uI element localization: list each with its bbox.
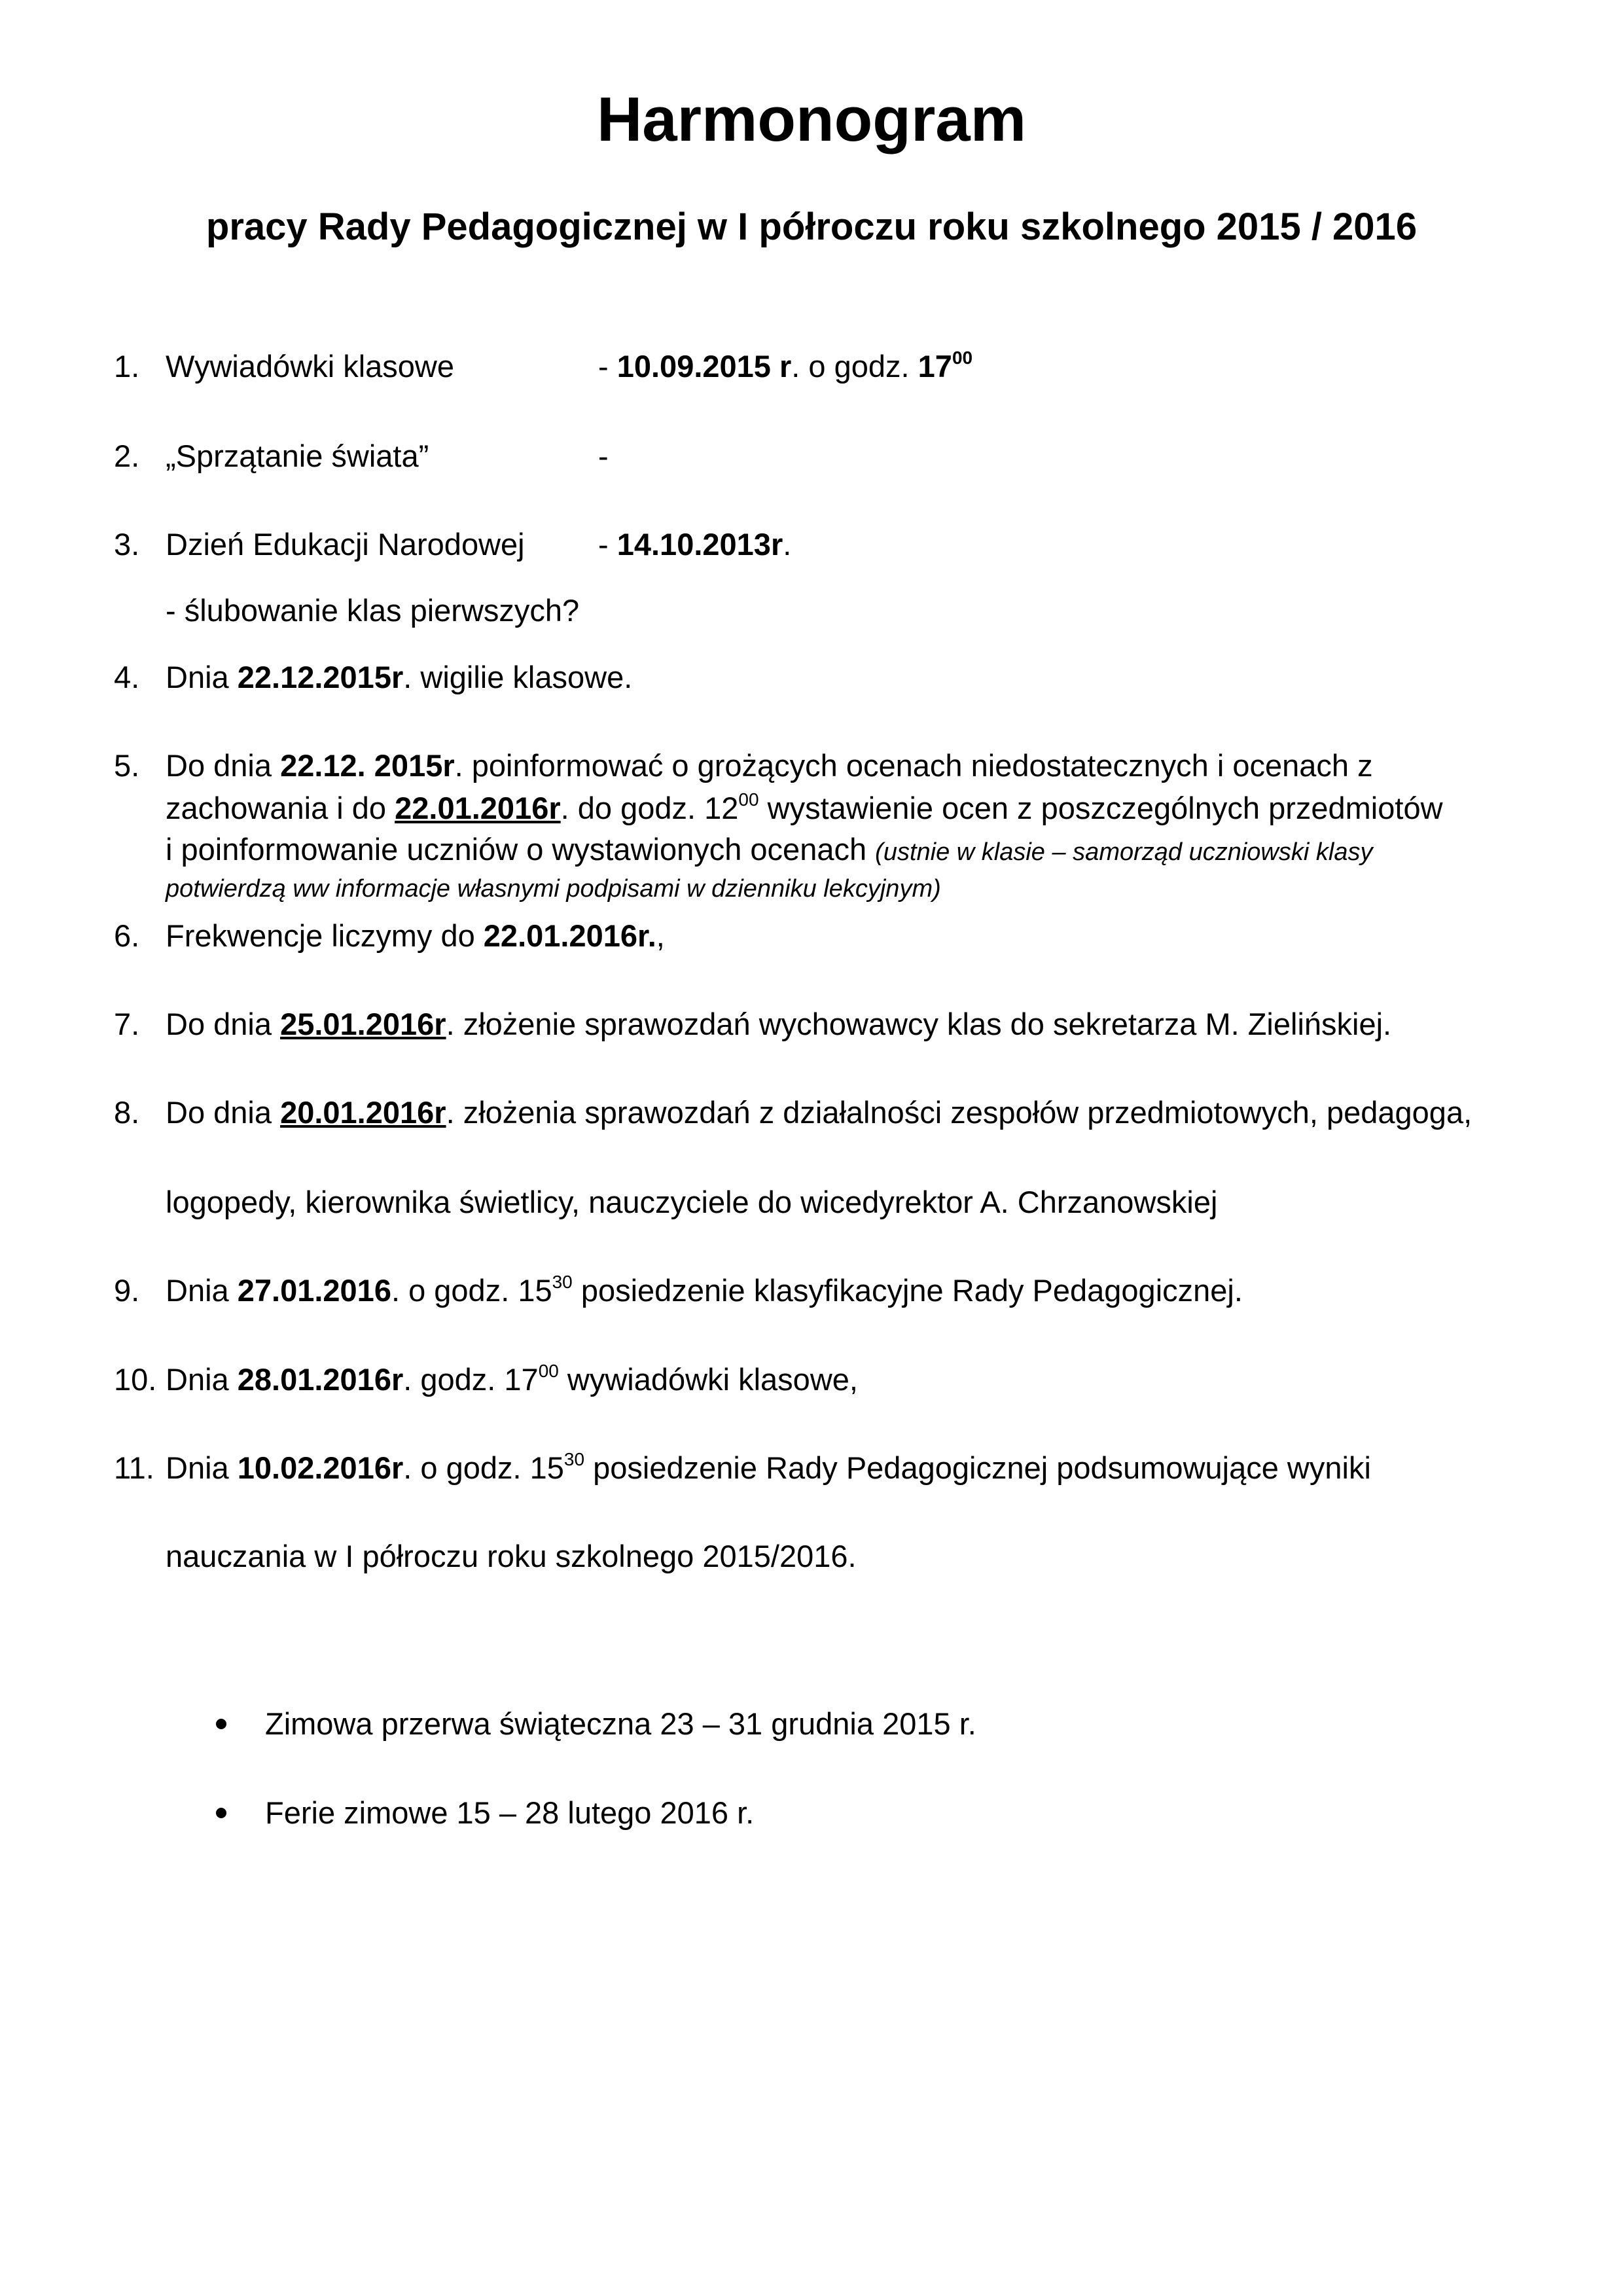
item-text-line: i poinformowanie uczniów o wystawionych ocenach (ustnie w klasie – samorząd uczniowski klasy [166, 832, 1373, 867]
item-continuation: logopedy, kierownika świetlicy, nauczyciele do wicedyrektor A. Chrzanowskiej [166, 1185, 1218, 1219]
item-label: Wywiadówki klasowe [166, 349, 454, 384]
item-dash: - [598, 439, 609, 473]
item-continuation: nauczania w I półroczu roku szkolnego 2015/2016. [166, 1539, 857, 1573]
item-number: 3. [114, 527, 140, 562]
document-subtitle: pracy Rady Pedagogicznej w I półroczu roku szkolnego 2015 / 2016 [205, 206, 1418, 248]
item-number: 7. [114, 1007, 140, 1041]
item-text: Do dnia 25.01.2016r. złożenie sprawozdań wychowawcy klas do sekretarza M. Zielińskiej. [166, 1007, 1392, 1041]
item-text: Dnia 28.01.2016r. godz. $17^{00}$ wywiadówki klasowe, [166, 1361, 858, 1397]
item-label: „Sprzątanie świata” [166, 439, 429, 473]
item-note-italic: potwierdzą ww informacje własnymi podpisami w dzienniku lekcyjnym) [166, 875, 941, 903]
item-number: 11. [114, 1450, 154, 1485]
item-number: 1. [114, 349, 140, 384]
item-date-info: - 10.09.2015 r. o godz. $17^{00}$ [598, 348, 973, 384]
item-text: Dnia 27.01.2016. o godz. $15^{30}$ posiedzenie klasyfikacyjne Rady Pedagogicznej. [166, 1272, 1243, 1308]
item-number: 8. [114, 1095, 140, 1130]
item-number: 10. [114, 1362, 157, 1397]
item-number: 5. [114, 748, 140, 783]
item-number: 6. [114, 918, 140, 953]
item-text: Dnia 22.12.2015r. wigilie klasowe. [166, 660, 633, 694]
item-number: 2. [114, 439, 140, 473]
bullet-dot-icon [216, 1719, 226, 1729]
item-number: 4. [114, 660, 140, 694]
bullet-text: Ferie zimowe 15 – 28 lutego 2016 r. [265, 1795, 755, 1830]
item-text-line: zachowania i do 22.01.2016r. do godz. $12^{00}$ wystawienie ocen z poszczególnych przedmiotów [166, 789, 1443, 825]
item-text: Frekwencje liczymy do 22.01.2016r., [166, 918, 665, 953]
bullet-text: Zimowa przerwa świąteczna 23 – 31 grudnia 2015 r. [265, 1706, 976, 1741]
bullet-dot-icon [216, 1808, 226, 1818]
item-text: Do dnia 20.01.2016r. złożenia sprawozdań z działalności zespołów przedmiotowych, pedagoga, [166, 1095, 1472, 1130]
item-number: 9. [114, 1273, 140, 1308]
item-date-info: - 14.10.2013r. [598, 527, 792, 562]
item-subline: - ślubowanie klas pierwszych? [166, 593, 580, 628]
item-text: Dnia 10.02.2016r. o godz. $15^{30}$ posiedzenie Rady Pedagogicznej podsumowujące wyniki [166, 1449, 1371, 1485]
item-label: Dzień Edukacji Narodowej [166, 527, 525, 562]
item-text-line: Do dnia 22.12. 2015r. poinformować o grożących ocenach niedostatecznych i ocenach z [166, 748, 1373, 783]
document-title: Harmonogram [596, 84, 1027, 154]
